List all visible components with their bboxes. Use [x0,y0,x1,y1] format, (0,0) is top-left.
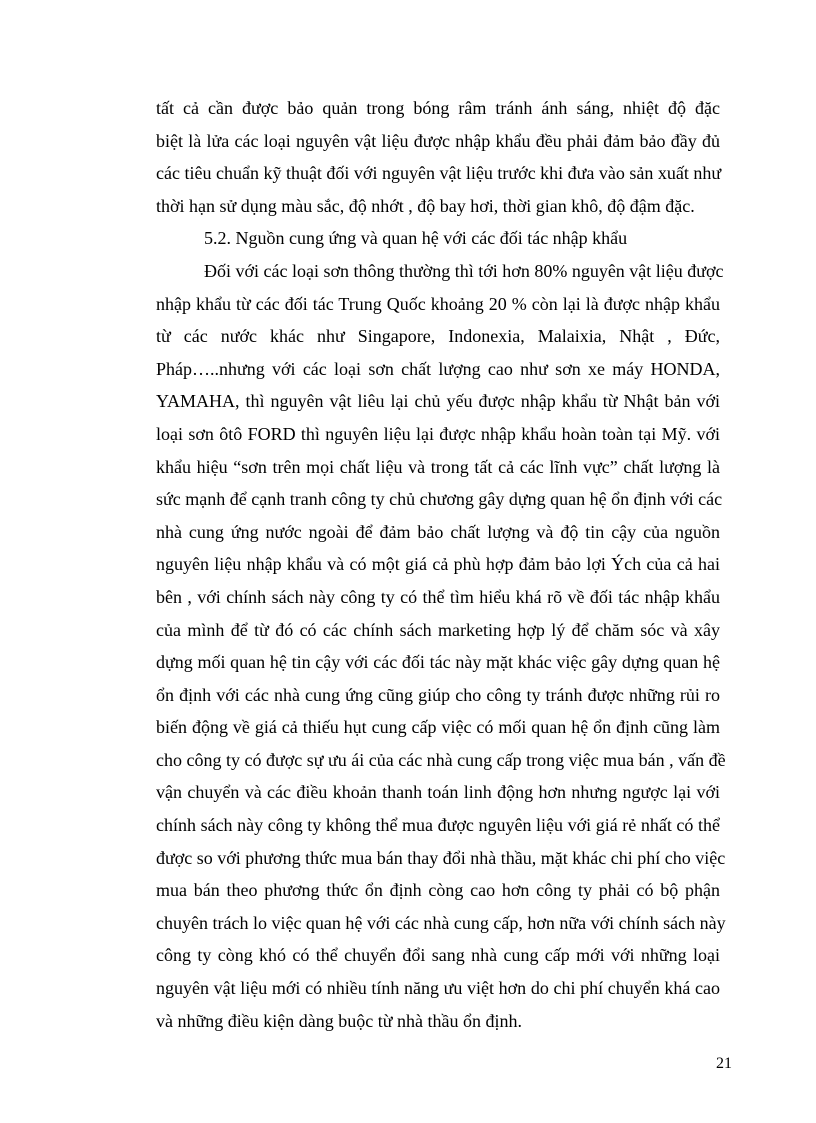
paragraph-supply [156,255,726,1037]
text-line: Pháp…..nhưng với các loại sơn chất lượng cao như sơn xe máy HONDA, [156,358,720,379]
text-line: các tiêu chuẩn kỹ thuật đối với nguyên vật liệu trước khi đưa vào sản xuất như [156,163,722,184]
text-line: ổn định với các nhà cung ứng cũng giúp cho công ty tránh được những rủi ro [156,684,720,705]
text-line: từ các nước khác như Singapore, Indonexia, Malaixia, Nhật , Đức, [156,326,720,347]
text-line: cho công ty có được sự ưu ái của các nhà cung cấp trong việc mua bán , vấn đề [156,749,726,770]
text-line: bên , với chính sách này công ty có thể tìm hiểu khá rõ về đối tác nhập khẩu [156,586,720,607]
paragraph-storage [156,92,720,222]
text-line: khẩu hiệu “sơn trên mọi chất liệu và trong tất cả các lĩnh vực” chất lượng là [156,456,720,477]
document-body [156,92,726,1037]
text-line: nhập khẩu từ các đối tác Trung Quốc khoảng 20 % còn lại là được nhập khẩu [156,293,720,314]
text-line: YAMAHA, thì nguyên vật liêu lại chủ yếu được nhập khẩu từ Nhật bản với [156,391,720,412]
text-line: nguyên vật liệu mới có nhiều tính năng ưu việt hơn do chi phí chuyển khá cao [156,978,720,999]
text-line: sức mạnh để cạnh tranh công ty chủ chương gây dựng quan hệ ổn định với các [156,489,723,510]
text-line: biến động về giá cả thiếu hụt cung cấp việc có mối quan hệ ổn định cũng làm [156,717,720,738]
text-line: công ty còng khó có thể chuyển đổi sang nhà cung cấp mới với những loại [156,945,720,966]
text-line: dựng mối quan hệ tin cậy với các đối tác này mặt khác việc gây dựng quan hệ [156,652,720,673]
text-line: nguyên liệu nhập khẩu và có một giá cả phù hợp đảm bảo lợi Ých của cả hai [156,554,720,575]
text-line: thời hạn sử dụng màu sắc, độ nhớt , độ bay hơi, thời gian khô, độ đậm đặc. [156,195,695,216]
text-line: tất cả cần được bảo quản trong bóng râm tránh ánh sáng, nhiệt độ đặc [156,98,720,118]
section-heading: 5.2. Nguồn cung ứng và quan hệ với các đối tác nhập khẩu [204,228,628,249]
text-line: mua bán theo phương thức ổn định còng cao hơn công ty phải có bộ phận [156,880,720,901]
text-line: của mình để từ đó có các chính sách marketing hợp lý để chăm sóc và xây [156,619,720,640]
text-line: vận chuyển và các điều khoản thanh toán linh động hơn nhưng ngược lại với [156,782,720,803]
text-line: được so với phương thức mua bán thay đổi nhà thầu, mặt khác chi phí cho việc [156,847,726,868]
text-line: Đối với các loại sơn thông thường thì tới hơn 80% nguyên vật liệu được [204,260,724,281]
text-line: chuyên trách lo việc quan hệ với các nhà cung cấp, hơn nữa với chính sách này [156,912,726,933]
text-line: biệt là lửa các loại nguyên vật liệu được nhập khẩu đều phải đảm bảo đầy đủ [156,130,720,151]
text-line: và những điều kiện dàng buộc từ nhà thầu ổn định. [156,1010,522,1031]
text-line: nhà cung ứng nước ngoài để đảm bảo chất lượng và độ tin cậy của nguồn [156,521,720,542]
page-number: 21 [716,1055,732,1072]
text-line: chính sách này công ty không thể mua được nguyên liệu với giá rẻ nhất có thể [156,815,720,836]
text-line: loại sơn ôtô FORD thì nguyên liệu lại được nhập khẩu hoàn toàn tại Mỹ. với [156,423,720,444]
